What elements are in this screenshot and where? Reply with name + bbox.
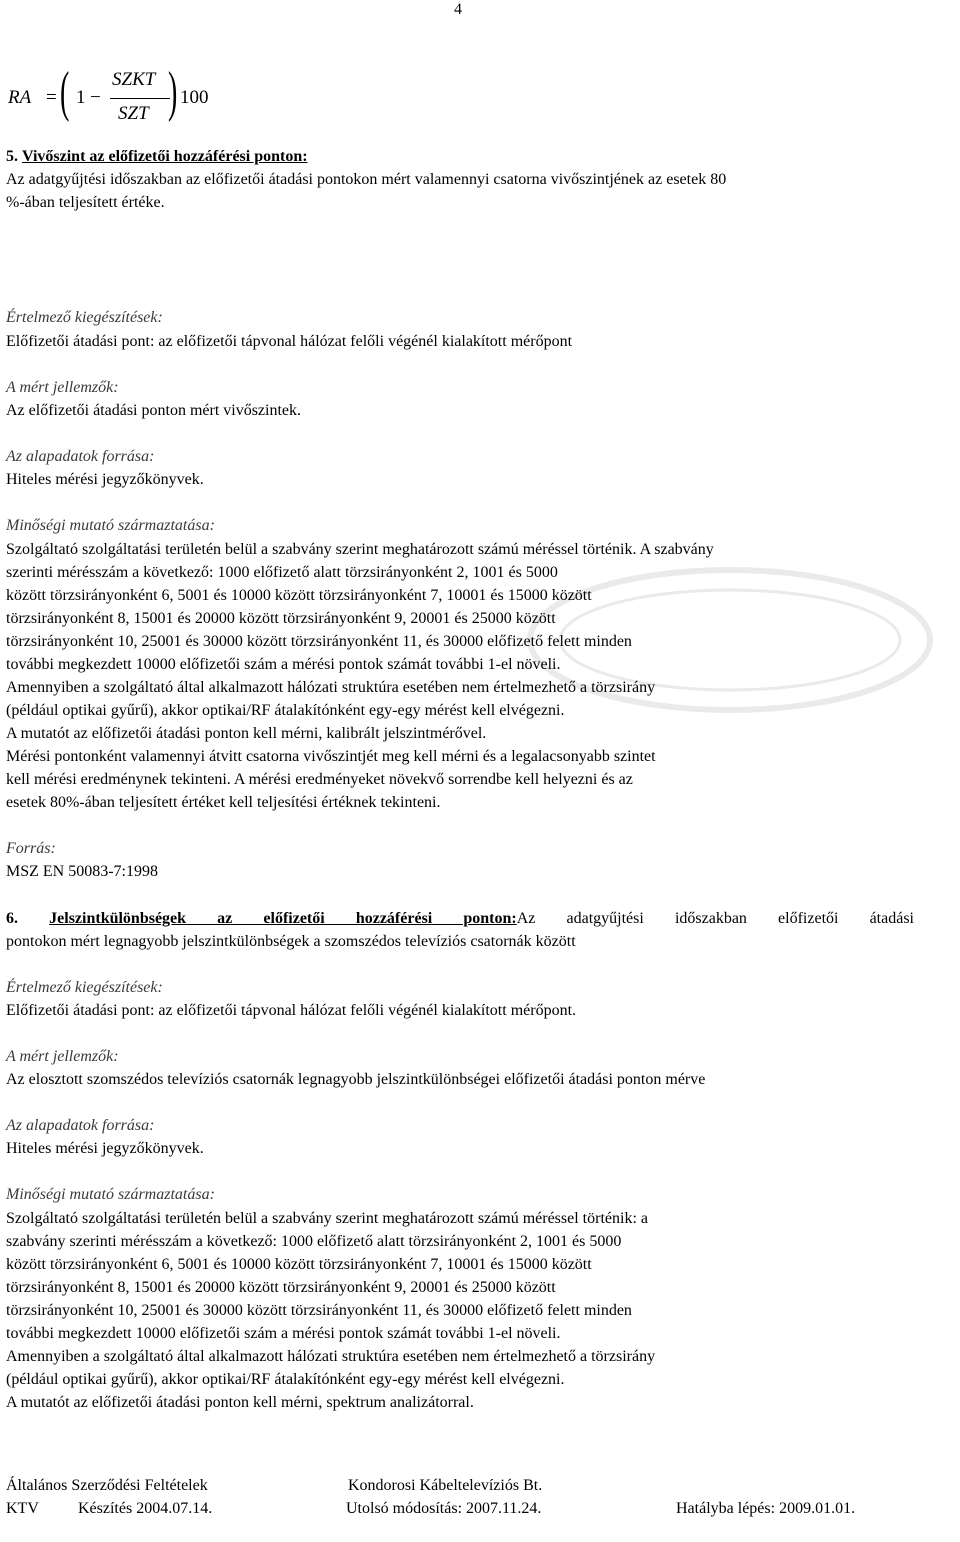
formula-paren-right: ) bbox=[168, 61, 178, 123]
section6-label-forras-alap: Az alapadatok forrása: bbox=[6, 1117, 155, 1134]
formula-denominator: SZT bbox=[118, 103, 149, 124]
section5-minosegi-line: A mutatót az előfizetői átadási ponton kell mérni, kalibrált jelszintmérővel. bbox=[6, 725, 487, 742]
section5-minosegi-line: további megkezdett 10000 előfizetői szám a mérési pontok számát további 1-el növeli. bbox=[6, 656, 561, 673]
section6-minosegi-line: további megkezdett 10000 előfizetői szám a mérési pontok számát további 1-el növeli. bbox=[6, 1325, 561, 1342]
formula-one: 1 bbox=[76, 87, 86, 108]
footer-document-title: Általános Szerződési Feltételek bbox=[6, 1477, 208, 1494]
section6-heading-text: Jelszintkülönbségek az előfizetői hozzáférési ponton: bbox=[49, 910, 517, 927]
section6-minosegi-line: (például optikai gyűrű), akkor optikai/RF átalakítónként egy-egy mérést kell elvégezni. bbox=[6, 1371, 565, 1388]
page-number: 4 bbox=[454, 1, 462, 18]
section5-label-forras-alap: Az alapadatok forrása: bbox=[6, 448, 155, 465]
formula-factor: 100 bbox=[180, 87, 209, 108]
section6-minosegi-line: szabvány szerinti mérésszám a következő: 1000 előfizető alatt törzsirányonként 2, 1001 és 5000 bbox=[6, 1233, 622, 1250]
section5-label-minosegi: Minőségi mutató származtatása: bbox=[6, 517, 215, 534]
section6-label-mert: A mért jellemzők: bbox=[6, 1048, 119, 1065]
footer-modified-date: Utolsó módosítás: 2007.11.24. bbox=[346, 1500, 542, 1517]
section6-minosegi-line: között törzsirányonként 6, 5001 és 10000 között törzsirányonként 7, 10001 és 15000 között bbox=[6, 1256, 592, 1273]
section6-heading bbox=[6, 907, 914, 930]
section5-minosegi-line: esetek 80%-ában teljesített értéket kell teljesítési értéknek tekinteni. bbox=[6, 794, 441, 811]
ra-formula bbox=[8, 61, 228, 132]
footer-ktv: KTV bbox=[6, 1500, 39, 1517]
section5-heading bbox=[6, 145, 308, 168]
formula-lhs: RA bbox=[8, 87, 32, 108]
section5-minosegi-line: között törzsirányonként 6, 5001 és 10000 között törzsirányonként 7, 10001 és 15000 között bbox=[6, 587, 592, 604]
section5-label-mert: A mért jellemzők: bbox=[6, 379, 119, 396]
section6-ertelmezo-text: Előfizetői átadási pont: az előfizetői tápvonal hálózat felőli végénél kialakított mérőpont. bbox=[6, 1002, 577, 1019]
section6-minosegi-line: törzsirányonként 10, 25001 és 30000 között törzsirányonként 11, és 30000 előfizető felett minden bbox=[6, 1302, 632, 1319]
section5-ertelmezo-text: Előfizetői átadási pont: az előfizetői tápvonal hálózat felőli végénél kialakított mérőpont bbox=[6, 333, 573, 350]
section5-forras-alap-text: Hiteles mérési jegyzőkönyvek. bbox=[6, 471, 204, 488]
section5-minosegi-line: törzsirányonként 8, 15001 és 20000 között törzsirányonként 9, 20001 és 25000 között bbox=[6, 610, 556, 627]
section6-mert-text: Az elosztott szomszédos televíziós csatornák legnagyobb jelszintkülönbségei előfizetői átadási ponton mérve bbox=[6, 1071, 706, 1088]
section5-mert-text: Az előfizetői átadási ponton mért vivőszintek. bbox=[6, 402, 302, 419]
formula-minus: − bbox=[90, 87, 101, 108]
section6-minosegi-line: törzsirányonként 8, 15001 és 20000 között törzsirányonként 9, 20001 és 25000 között bbox=[6, 1279, 556, 1296]
section5-minosegi-line: szerinti mérésszám a következő: 1000 előfizető alatt törzsirányonként 2, 1001 és 5000 bbox=[6, 564, 558, 581]
section5-label-ertelmezo: Értelmező kiegészítések: bbox=[6, 309, 163, 326]
section5-heading-text: Vivőszint az előfizetői hozzáférési ponton: bbox=[22, 148, 308, 165]
section5-label-forras: Forrás: bbox=[6, 840, 56, 857]
footer-created-date: Készítés 2004.07.14. bbox=[78, 1500, 213, 1517]
section5-minosegi-line: (például optikai gyűrű), akkor optikai/RF átalakítónként egy-egy mérést kell elvégezni. bbox=[6, 702, 565, 719]
section5-minosegi-line: Mérési pontonként valamennyi átvitt csatorna vivőszintjét meg kell mérni és a legalacsonyabb szintet bbox=[6, 748, 656, 765]
section6-number: 6. bbox=[6, 910, 18, 927]
section5-minosegi-line: kell mérési eredménynek tekinteni. A mérési eredményeket növekvő sorrendbe kell helyezni és az bbox=[6, 771, 633, 788]
formula-equals: = bbox=[46, 87, 57, 108]
section6-minosegi-line: Szolgáltató szolgáltatási területén belül a szabvány szerint meghatározott számú méréssel történik: a bbox=[6, 1210, 648, 1227]
section6-minosegi-line: Amennyiben a szolgáltató által alkalmazott hálózati struktúra esetében nem értelmezhető a törzsirány bbox=[6, 1348, 656, 1365]
section5-body-line-2: %-ában teljesített értéke. bbox=[6, 194, 165, 211]
formula-paren-left: ( bbox=[60, 61, 70, 123]
formula-numerator: SZKT bbox=[112, 69, 156, 90]
section6-label-minosegi: Minőségi mutató származtatása: bbox=[6, 1186, 215, 1203]
section6-heading-tail: Az adatgyűjtési időszakban előfizetői átadási bbox=[516, 910, 915, 927]
section6-line-2: pontokon mért legnagyobb jelszintkülönbségek a szomszédos televíziós csatornák között bbox=[6, 933, 576, 950]
section5-minosegi-line: Szolgáltató szolgáltatási területén belül a szabvány szerint meghatározott számú méréssel történik. A szabvány bbox=[6, 541, 714, 558]
section5-minosegi-line: Amennyiben a szolgáltató által alkalmazott hálózati struktúra esetében nem értelmezhető a törzsirány bbox=[6, 679, 656, 696]
section5-forras-text: MSZ EN 50083-7:1998 bbox=[6, 863, 158, 880]
footer-effective-date: Hatályba lépés: 2009.01.01. bbox=[676, 1500, 856, 1517]
section5-body-line-1: Az adatgyűjtési időszakban az előfizetői átadási pontokon mért valamennyi csatorna vivőszintjének az esetek 80 bbox=[6, 171, 727, 188]
section6-label-ertelmezo: Értelmező kiegészítések: bbox=[6, 979, 163, 996]
footer-company-name: Kondorosi Kábeltelevíziós Bt. bbox=[348, 1477, 543, 1494]
section6-minosegi-line: A mutatót az előfizetői átadási ponton kell mérni, spektrum analizátorral. bbox=[6, 1394, 474, 1411]
formula-fraction-bar bbox=[110, 98, 170, 99]
section5-minosegi-line: törzsirányonként 10, 25001 és 30000 között törzsirányonként 11, és 30000 előfizető felett minden bbox=[6, 633, 632, 650]
section5-number: 5. bbox=[6, 148, 18, 165]
section6-forras-alap-text: Hiteles mérési jegyzőkönyvek. bbox=[6, 1140, 204, 1157]
